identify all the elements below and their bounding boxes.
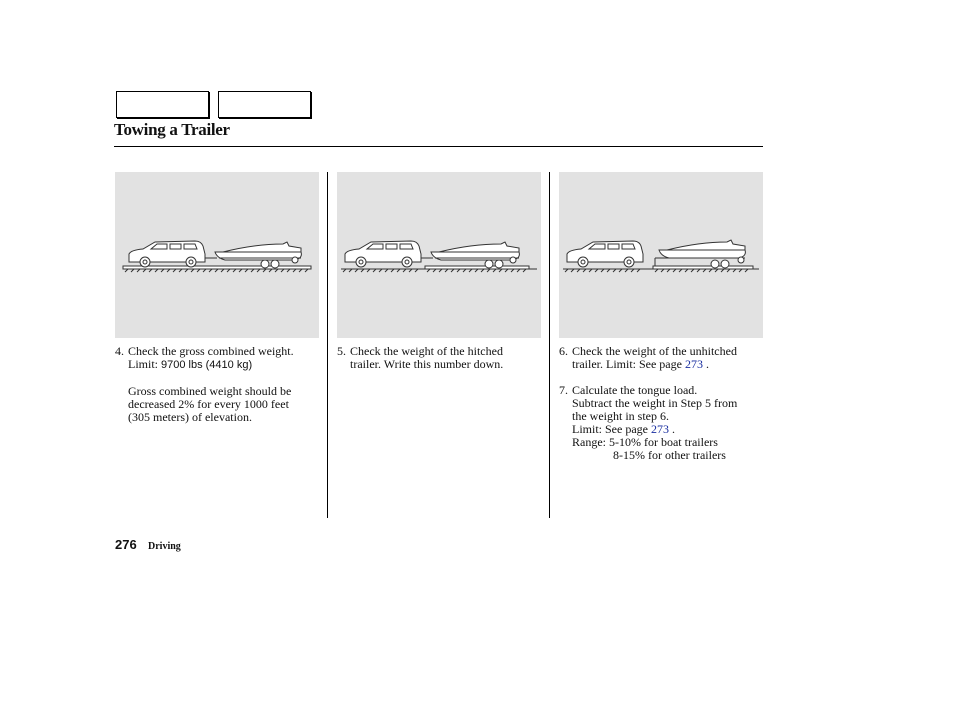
column-divider <box>327 172 328 518</box>
range-line: Range: 5-10% for boat trailers <box>572 435 718 449</box>
limit-suffix: . <box>671 422 675 436</box>
step-4-text <box>115 345 327 424</box>
elevation-note <box>115 385 327 424</box>
section-label: Driving <box>148 541 181 552</box>
step-line: trailer. Write this number down. <box>350 357 504 371</box>
step-line: Subtract the weight in Step 5 from <box>572 396 738 410</box>
note-line: decreased 2% for every 1000 feet <box>128 397 289 411</box>
limit-prefix: Limit: See page <box>572 422 648 436</box>
step-line: Check the gross combined weight. <box>128 344 294 358</box>
step-line <box>572 358 771 371</box>
suv-boat-trailer-illustration <box>559 172 763 338</box>
illustration-unhitched-trailer <box>559 172 763 338</box>
limit-value: 9700 lbs (4410 kg) <box>161 359 253 371</box>
steps-6-7-text <box>559 345 771 462</box>
limit-prefix: trailer. Limit: See page <box>572 357 682 371</box>
range-line: 8-15% for other trailers <box>613 448 726 462</box>
page-title: Towing a Trailer <box>114 120 230 139</box>
illustration-trailer-on-scale <box>337 172 541 338</box>
step-line: Check the weight of the hitched <box>350 344 503 358</box>
limit-label: Limit: <box>128 357 158 371</box>
page-number: 276 <box>115 537 137 552</box>
column-divider <box>549 172 550 518</box>
note-line: Gross combined weight should be <box>128 384 292 398</box>
page-link-273[interactable]: 273 <box>650 422 669 436</box>
step-number: 6. <box>559 344 568 358</box>
illustration-hitched-on-scale <box>115 172 319 338</box>
step-number: 5. <box>337 344 346 358</box>
suv-boat-trailer-illustration <box>115 172 319 338</box>
step-5-text <box>337 345 549 371</box>
page-link-273[interactable]: 273 <box>684 357 703 371</box>
step-limit <box>128 358 327 372</box>
step-number: 7. <box>559 383 568 397</box>
step-line: Calculate the tongue load. <box>572 383 698 397</box>
suv-boat-trailer-illustration <box>337 172 541 338</box>
step-line: Check the weight of the unhitched <box>572 344 737 358</box>
step-line: the weight in step 6. <box>572 409 669 423</box>
nav-button-previous[interactable] <box>116 91 209 118</box>
nav-button-next[interactable] <box>218 91 311 118</box>
limit-suffix: . <box>705 357 709 371</box>
title-rule <box>114 146 763 147</box>
note-line: (305 meters) of elevation. <box>128 410 252 424</box>
step-number: 4. <box>115 344 124 358</box>
